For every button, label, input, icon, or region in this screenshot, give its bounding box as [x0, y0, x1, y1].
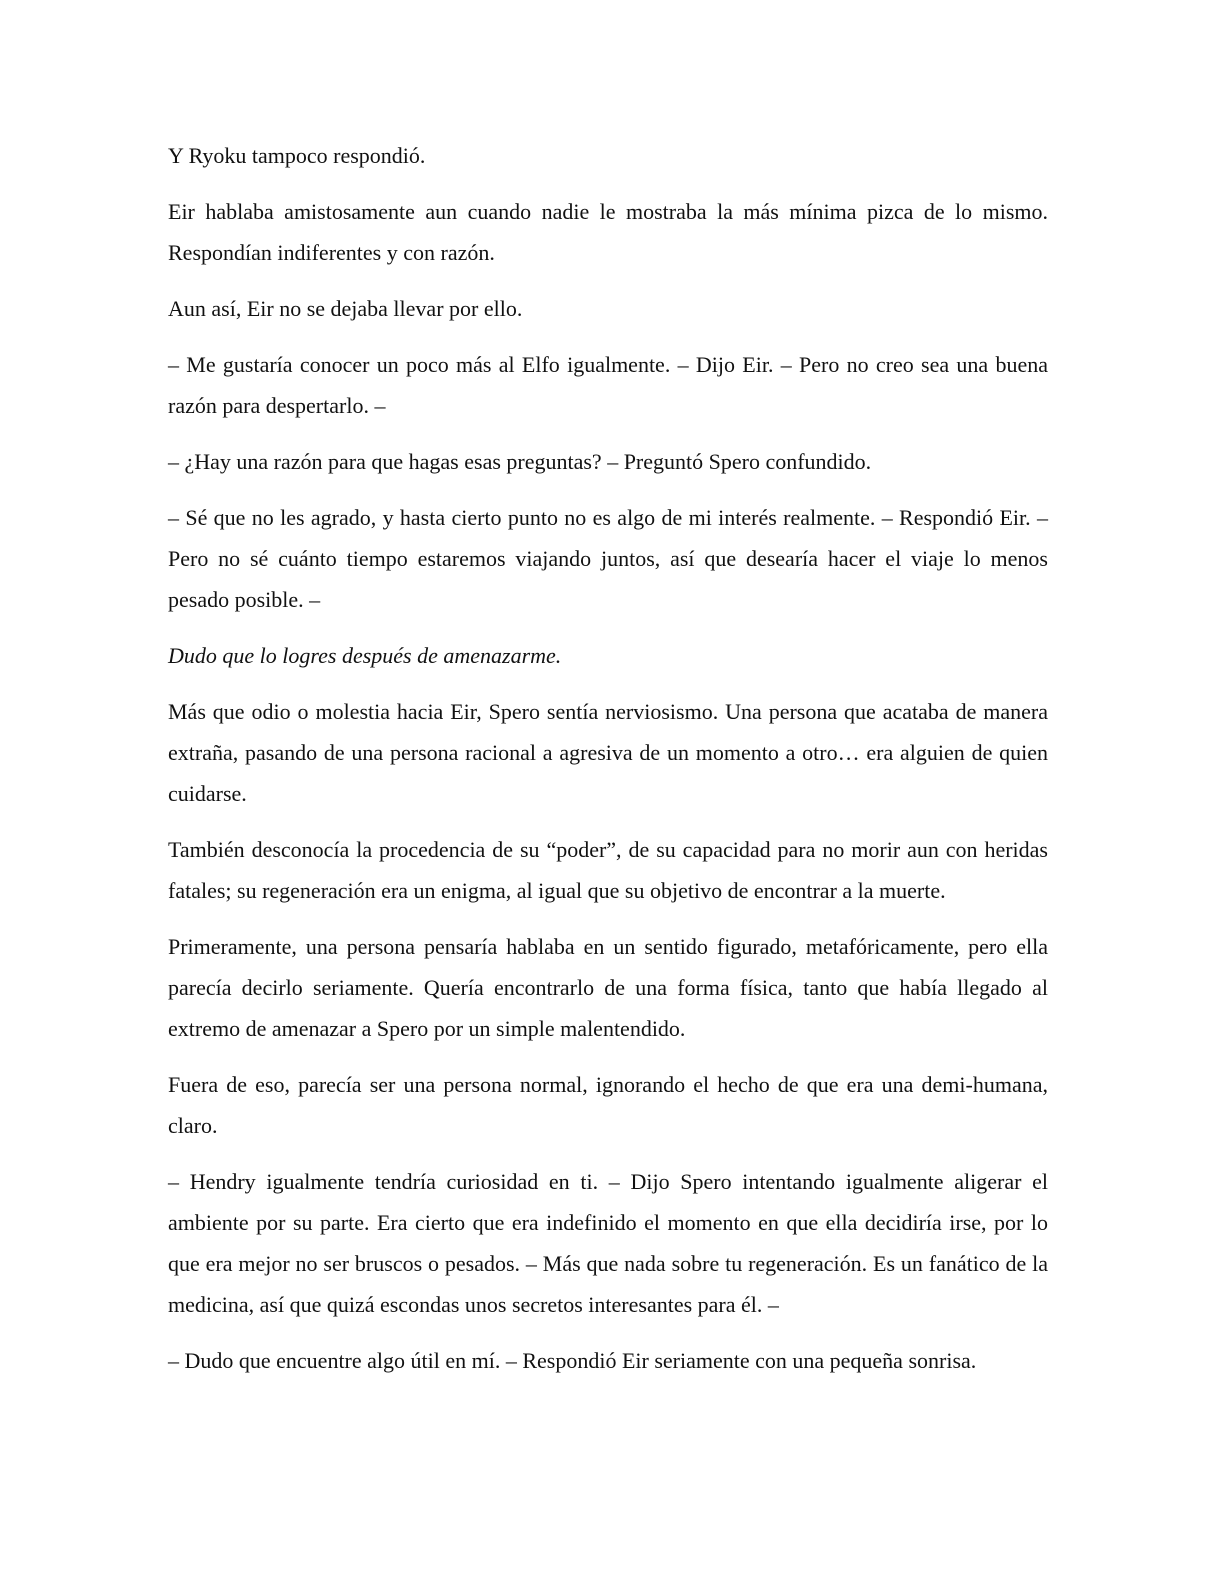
paragraph-2: Eir hablaba amistosamente aun cuando nadie le mostraba la más mínima pizca de lo mismo. Respondían indiferentes y con razón.: [168, 199, 1048, 265]
document-page: [168, 135, 1048, 1396]
paragraph-10: Primeramente, una persona pensaría hablaba en un sentido figurado, metafóricamente, pero ella parecía decirlo seriamente. Quería encontrarlo de una forma física, tanto que había llegado al extremo de amenazar a Spero por un simple malentendido.: [168, 934, 1048, 1041]
paragraph-7-italic-thought: Dudo que lo logres después de amenazarme.: [168, 643, 562, 668]
paragraph-6: – Sé que no les agrado, y hasta cierto punto no es algo de mi interés realmente. – Respondió Eir. – Pero no sé cuánto tiempo estaremos viajando juntos, así que desearía hacer el viaje lo menos pesado posible. –: [168, 505, 1048, 612]
paragraph-8: Más que odio o molestia hacia Eir, Spero sentía nerviosismo. Una persona que acataba de manera extraña, pasando de una persona racional a agresiva de un momento a otro… era alguien de quien cuidarse.: [168, 699, 1048, 806]
paragraph-3: Aun así, Eir no se dejaba llevar por ello.: [168, 296, 523, 321]
paragraph-4: – Me gustaría conocer un poco más al Elfo igualmente. – Dijo Eir. – Pero no creo sea una buena razón para despertarlo. –: [168, 352, 1048, 418]
paragraph-13: – Dudo que encuentre algo útil en mí. – Respondió Eir seriamente con una pequeña sonrisa.: [168, 1348, 977, 1373]
paragraph-9: También desconocía la procedencia de su “poder”, de su capacidad para no morir aun con heridas fatales; su regeneración era un enigma, al igual que su objetivo de encontrar a la muerte.: [168, 837, 1048, 903]
paragraph-11: Fuera de eso, parecía ser una persona normal, ignorando el hecho de que era una demi-humana, claro.: [168, 1072, 1048, 1138]
paragraph-1: Y Ryoku tampoco respondió.: [168, 143, 426, 168]
paragraph-12: – Hendry igualmente tendría curiosidad en ti. – Dijo Spero intentando igualmente aligerar el ambiente por su parte. Era cierto que era indefinido el momento en que ella decidiría irse, por lo que era mejor no ser bruscos o pesados. – Más que nada sobre tu regeneración. Es un fanático de la medicina, así que quizá escondas unos secretos interesantes para él. –: [168, 1169, 1048, 1317]
paragraph-5: – ¿Hay una razón para que hagas esas preguntas? – Preguntó Spero confundido.: [168, 449, 872, 474]
